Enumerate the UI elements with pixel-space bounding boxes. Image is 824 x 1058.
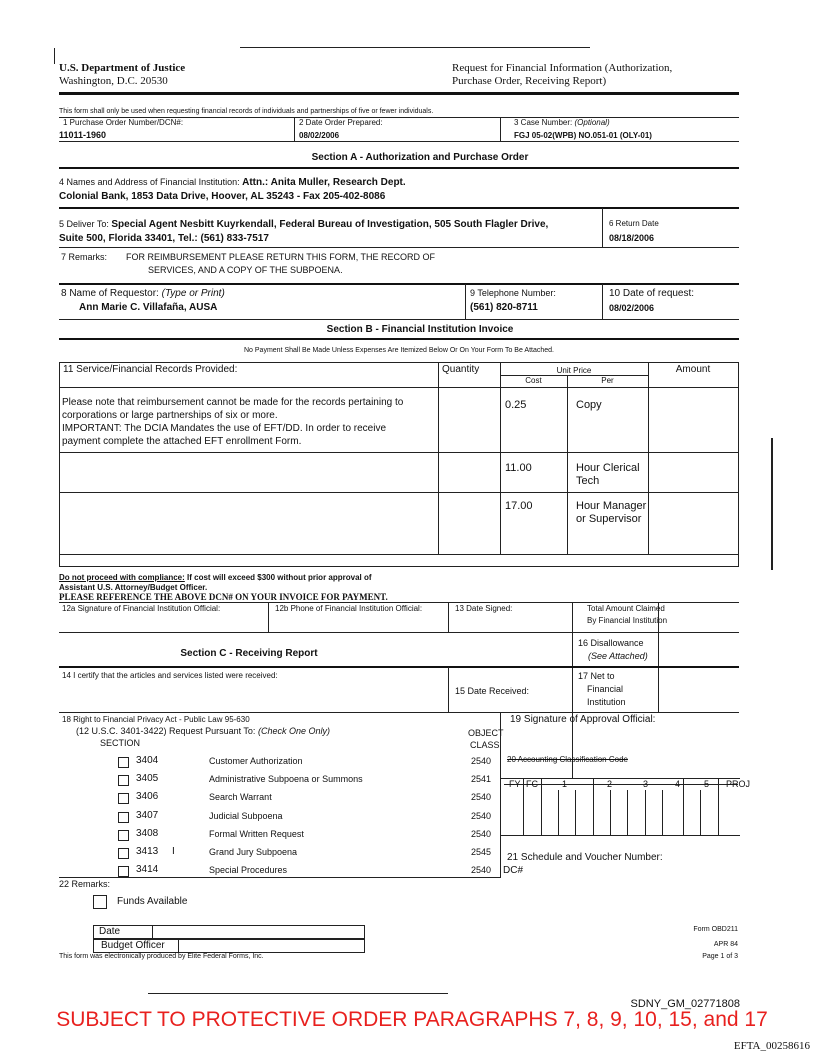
table-row-cost: 17.00 [505,500,533,512]
divider [593,778,594,835]
date-request-value: 08/02/2006 [609,303,655,313]
service-col-header: 11 Service/Financial Records Provided: [63,364,238,375]
dc-label: DC# [503,865,524,876]
acct-col-4: 4 [675,779,681,789]
date-prepared-label: 2 Date Order Prepared: [299,118,383,127]
header-rule [59,92,739,95]
divider [558,790,559,835]
table-row-cost: 0.25 [505,399,527,411]
divider [465,284,466,320]
requestor-value: Ann Marie C. Villafaña, AUSA [79,302,218,313]
table-row-per: Hour Clerical [576,462,640,474]
divider [448,667,449,712]
efta-number: EFTA_00258616 [733,1040,810,1052]
rule [59,167,739,169]
divider [500,362,501,554]
divider [610,790,611,835]
object-class-header-1: OBJECT [468,728,504,738]
institution-attn: Attn.: Anita Muller, Research Dept. [242,177,406,188]
section-number: 3404 [136,755,159,766]
table-row-per-2: Tech [576,475,600,487]
rule [59,141,739,142]
section-mark: I [172,846,175,857]
quantity-col-header: Quantity [442,364,480,375]
section-desc: Special Procedures [209,865,288,875]
net-label-3: Institution [587,697,626,707]
rule [59,362,739,363]
institution-label: 4 Names and Address of Financial Institution: [59,177,240,187]
object-class-header-2: CLASS [470,740,500,750]
checkbox-3407[interactable] [118,812,129,823]
object-class: 2540 [471,756,492,766]
rule [59,632,739,633]
page-number: Page 1 of 3 [702,953,738,960]
form-title-1: Request for Financial Information (Authorization, [452,62,673,74]
dept-name: U.S. Department of Justice [59,62,186,74]
section-number: 3406 [136,791,159,802]
per-col-header: Per [601,376,614,385]
divider [567,375,568,554]
rule [59,712,739,713]
funds-available-label: Funds Available [117,896,188,907]
section-desc: Search Warrant [209,792,272,802]
section-desc: Administrative Subpoena or Summons [209,774,363,784]
acct-col-proj: PROJ [726,779,751,789]
rule [59,566,739,567]
net-label-2: Financial [587,684,624,694]
divider [658,602,659,712]
approval-sig-label: 19 Signature of Approval Official: [510,714,656,725]
rule [59,666,739,668]
section-number: 3407 [136,810,159,821]
compliance-warning: Do not proceed with compliance: [59,573,185,582]
rule [59,554,739,555]
rule [59,452,739,453]
remarks-7-line-1: FOR REIMBURSEMENT PLEASE RETURN THIS FORM, THE RECORD OF [126,252,436,262]
institution-address: Colonial Bank, 1853 Data Drive, Hoover, AL 35243 - Fax 205-402-8086 [59,191,386,202]
date-field[interactable] [93,925,365,939]
section-b-title: Section B - Financial Institution Invoice [326,324,514,335]
form-title-2: Purchase Order, Receiving Report) [452,75,607,87]
rule [500,835,740,836]
divider [523,778,524,835]
phone-official-label: 12b Phone of Financial Institution Official: [275,604,423,613]
rule [148,993,448,994]
schedule-voucher-label: 21 Schedule and Voucher Number: [507,852,663,863]
date-request-label: 10 Date of request: [609,288,695,299]
section-number: 3408 [136,828,159,839]
divider [683,778,684,835]
date-signed-label: 13 Date Signed: [455,604,513,613]
protective-order-notice: SUBJECT TO PROTECTIVE ORDER PARAGRAPHS 7, 8, 9, 10, 15, and 17 [56,1008,768,1031]
invoice-note-4: payment complete the attached EFT enrollment Form. [62,436,302,447]
divider [602,284,603,320]
no-payment-notice: No Payment Shall Be Made Unless Expenses Are Itemized Below Or On Your Form To Be Attached. [244,347,554,354]
section-a-title: Section A - Authorization and Purchase Order [311,152,529,163]
top-rule [240,47,590,48]
section-desc: Grand Jury Subpoena [209,847,298,857]
checkbox-3406[interactable] [118,793,129,804]
left-margin-mark [54,48,55,64]
divider [500,712,501,878]
rule [59,877,500,878]
rule [59,338,739,340]
privacy-act-line-2-text: (12 U.S.C. 3401-3422) Request Pursuant To: [76,726,256,736]
checkbox-3413[interactable] [118,848,129,859]
date-received-label: 15 Date Received: [455,686,530,696]
institution-line-1 [59,177,406,188]
rule [59,247,739,248]
rule [504,784,738,785]
divider [662,790,663,835]
telephone-label: 9 Telephone Number: [470,288,556,298]
remarks-7-label: 7 Remarks: [61,252,108,262]
rule [59,319,739,320]
form-date: APR 84 [713,941,738,948]
table-row-per-2: or Supervisor [576,513,642,525]
compliance-line-2: Assistant U.S. Attorney/Budget Officer. [59,583,208,592]
divider [645,790,646,835]
case-number-optional: (Optional) [574,118,610,127]
section-number: 3405 [136,773,159,784]
divider [572,602,573,778]
total-claimed-label-2: By Financial Institution [587,616,668,625]
divider [152,925,153,939]
amount-col-header: Amount [675,364,711,375]
case-number-label-text: 3 Case Number: [514,118,573,127]
remarks-7-line-2: SERVICES, AND A COPY OF THE SUBPOENA. [148,265,343,275]
rule [59,283,739,285]
form-id: Form OBD211 [693,926,738,933]
invoice-note-3: IMPORTANT: The DCIA Mandates the use of EFT/DD. In order to receive [62,423,387,434]
acct-col-5: 5 [704,779,710,789]
divider [294,117,295,141]
divider [448,602,449,632]
disallowance-sub: (See Attached) [588,651,648,661]
po-number-value: 11011-1960 [59,130,107,140]
po-number-label: 1 Purchase Order Number/DCN#: [63,118,184,127]
divider [648,362,649,554]
total-claimed-label-1: Total Amount Claimed [587,604,665,613]
invoice-note-2: corporations or large partnerships of six or more. [62,410,278,421]
requestor-label-text: 8 Name of Requestor: [61,288,159,299]
remarks-22-label: 22 Remarks: [59,879,111,889]
privacy-act-line-2 [76,726,330,736]
budget-officer-label: Budget Officer [101,940,165,951]
rule [59,492,739,493]
bates-number: SDNY_GM_02771808 [630,998,740,1010]
table-row-cost: 11.00 [505,462,532,474]
unit-price-header: Unit Price [556,366,592,375]
compliance-condition: If cost will exceed $300 without prior approval of [187,573,372,582]
divider [541,778,542,835]
divider [178,939,179,953]
requestor-label-opt: (Type or Print) [161,288,225,299]
checkbox-3414[interactable] [118,866,129,877]
dept-city: Washington, D.C. 20530 [59,75,168,87]
compliance-line-3: PLEASE REFERENCE THE ABOVE DCN# ON YOUR INVOICE FOR PAYMENT. [59,592,388,602]
divider [438,362,439,554]
acct-col-fy: FY [509,779,521,789]
rule [59,387,739,388]
cost-col-header: Cost [525,376,542,385]
usage-notice: This form shall only be used when requesting financial records of individuals and partnerships of five or fewer individuals. [59,108,434,115]
table-row-per: Copy [576,399,602,411]
checkbox-3408[interactable] [118,830,129,841]
deliver-to-value-2: Suite 500, Florida 33401, Tel.: (561) 833-7517 [59,233,269,244]
invoice-note-1: Please note that reimbursement cannot be made for the records pertaining to [62,397,404,408]
section-desc: Judicial Subpoena [209,811,283,821]
object-class: 2540 [471,792,492,802]
divider [627,790,628,835]
return-date-label: 6 Return Date [609,219,659,228]
compliance-line-1 [59,573,372,582]
divider [602,208,603,248]
case-number-label [514,118,610,127]
section-number: 3413 [136,846,159,857]
date-field-label: Date [99,926,121,937]
sig-official-label: 12a Signature of Financial Institution Official: [62,604,221,613]
checkbox-3404[interactable] [118,757,129,768]
acct-col-1: 1 [562,779,568,789]
table-row-per: Hour Manager [576,500,647,512]
section-desc: Formal Written Request [209,829,304,839]
accounting-code-label: 20 Accounting Classification Code [507,755,628,764]
divider [718,778,719,835]
telephone-value: (561) 820-8711 [470,302,538,313]
form-producer-credit: This form was electronically produced by Elite Federal Forms, Inc. [59,953,264,960]
object-class: 2540 [471,829,492,839]
section-number: 3414 [136,864,159,875]
deliver-to-label: 5 Deliver To: [59,219,109,229]
net-label-1: 17 Net to [578,671,615,681]
return-date-value: 08/18/2006 [609,233,655,243]
deliver-to-line-1 [59,219,548,230]
acct-col-fc: FC [526,779,538,789]
rule [59,602,739,603]
object-class: 2545 [471,847,492,857]
privacy-act-line-1: 18 Right to Financial Privacy Act - Public Law 95-630 [62,715,250,724]
object-class: 2540 [471,811,492,821]
section-desc: Customer Authorization [209,756,303,766]
rule [59,207,739,209]
acct-col-3: 3 [643,779,649,789]
case-number-value: FGJ 05-02(WPB) NO.051-01 (OLY-01) [514,131,652,140]
funds-available-box[interactable] [93,895,107,909]
requestor-label [61,288,225,299]
right-margin-mark [771,438,773,570]
divider [500,117,501,141]
section-c-title: Section C - Receiving Report [180,648,318,659]
privacy-act-line-2-opt: (Check One Only) [257,726,330,736]
certify-label: 14 I certify that the articles and services listed were received: [62,671,278,680]
disallowance-label: 16 Disallowance [578,638,644,648]
date-prepared-value: 08/02/2006 [299,131,340,140]
acct-col-2: 2 [607,779,613,789]
deliver-to-value-1: Special Agent Nesbitt Kuyrkendall, Federal Bureau of Investigation, 505 South Flagler Drive, [111,219,549,230]
object-class: 2540 [471,865,492,875]
checkbox-3405[interactable] [118,775,129,786]
divider [738,362,739,567]
divider [700,790,701,835]
section-col-header: SECTION [100,738,141,748]
object-class: 2541 [471,774,492,784]
divider [268,602,269,632]
divider [575,790,576,835]
divider [59,362,60,567]
